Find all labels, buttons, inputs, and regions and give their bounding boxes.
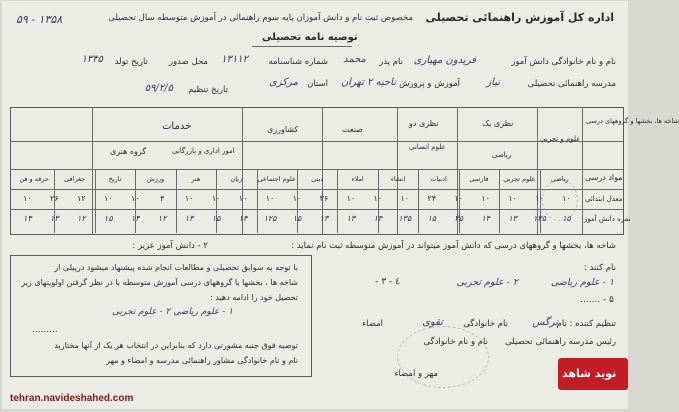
region-label: آموزش و پرورش — [399, 79, 460, 89]
score-cell: ۱۰ — [265, 194, 275, 203]
score-cell: ۱۳۵ — [398, 214, 412, 223]
logo-text: نوید شاهد — [562, 367, 617, 380]
score-cell: ۱۴ — [373, 214, 383, 223]
table-rule — [10, 141, 623, 142]
option-1: ۱ - علوم ریاضی — [550, 277, 614, 288]
subject-cell: املاء — [351, 175, 364, 183]
note-line-3: تحصیل خود را ادامه دهید : — [210, 293, 298, 302]
province-label: استان — [307, 79, 328, 89]
score-cell: ۱۰ — [454, 194, 463, 203]
subject-cell: ورزش — [146, 175, 165, 183]
note-line-5: نام و نام خانوادگی مشاور راهنمائی مدرسه و امضاء و مهر — [106, 356, 298, 365]
advisor-label: تنظیم کننده : نام — [556, 319, 616, 329]
score-cell: ۱۰ — [562, 194, 571, 203]
score-cell: ۱۰ — [292, 194, 302, 203]
question-1: شاخه ها، بخشها و گروههای درسی که دانش آموز میتواند در آموزش متوسطه ثبت نام نماید : — [291, 241, 616, 251]
sign-label: امضاء — [362, 319, 383, 329]
recommended-branches: ۱ - علوم ریاضی ۲ - علوم تجربی — [112, 307, 233, 317]
subgroup-tajrobi: علوم و تجربی — [540, 135, 581, 143]
option-2: ۲ - علوم تجربی — [456, 277, 518, 288]
school-label: مدرسه راهنمائی تحصیلی — [527, 79, 616, 89]
score-cell: ۱۰ — [508, 194, 517, 203]
score-cell: ۱۰ — [130, 194, 140, 203]
subgroup-edari: امور اداری و بازرگانی — [172, 147, 235, 155]
student-name-value: فریدون مهیاری — [413, 55, 476, 66]
principal-label: رئیس مدرسه راهنمائی تحصیلی — [505, 337, 616, 347]
score-cell: ۱۴ — [130, 214, 140, 223]
score-cell: ۱۰ — [346, 194, 356, 203]
group-nazari-2: نظری دو — [409, 119, 439, 128]
province-value: مرکزی — [269, 77, 298, 88]
score-cell: ۱۰ — [535, 194, 544, 203]
score-cell: ۱۴ — [23, 214, 32, 223]
score-cell: ۱۵ — [427, 214, 437, 223]
advisor-family-value: تقوی — [422, 317, 443, 328]
subject-cell: زبان — [230, 175, 243, 183]
birthplace-label: محل صدور — [168, 57, 208, 67]
table-col — [582, 107, 583, 234]
score-cell: ۱۳ — [319, 214, 329, 223]
subject-cell: علوم تجربی — [503, 175, 536, 183]
score-cell: ۴ — [160, 194, 165, 203]
note-line-1: با توجه به سوابق تحصیلی و مطالعات انجام شده پیشنهاد میشود درپیلی از — [54, 263, 298, 272]
official-stamp — [397, 326, 489, 388]
score-cell: ۱۲۵ — [263, 214, 277, 223]
subject-cell: هنر — [191, 175, 201, 183]
student-name-label: نام و نام خانوادگی دانش آموز — [511, 57, 616, 67]
birth-label: تاریخ تولد — [114, 57, 148, 67]
question-2: ۲ - دانش آموز عزیز : — [132, 241, 208, 251]
score-cell: ۱۰ — [400, 194, 410, 203]
subject-cell: دینی — [311, 175, 324, 183]
score-cell: ۱۴ — [238, 214, 248, 223]
region-value: ناحیه ۲ تهران — [340, 77, 396, 88]
subject-cell: فارسی — [469, 175, 489, 183]
school-value: نیاز — [486, 77, 500, 88]
father-label: نام پدر — [379, 57, 403, 67]
score-cell: ۱۵ — [104, 214, 113, 223]
group-sanat: صنعت — [342, 125, 363, 134]
id-value: ۱۳۱۱۲ — [221, 54, 248, 65]
score-cell: ۳۶ — [319, 194, 329, 203]
score-cell: ۱۵ — [211, 214, 221, 223]
row-label-subjects: مواد درسی — [585, 173, 623, 182]
academic-year: ۱۳۵۸ - ۵۹ — [16, 13, 63, 26]
score-cell: ۱۰ — [184, 194, 194, 203]
document-page — [2, 1, 679, 409]
row-label-student: نمره دانش آموز — [584, 215, 631, 223]
stamp-label: مهر و امضاء — [394, 369, 438, 379]
subject-cell: انشاء — [390, 175, 406, 183]
date-value: ۵۹/۲/۵ — [144, 83, 173, 94]
form-subtitle: مخصوص ثبت نام و دانش آموزان پایه سوم راهنمائی در آموزش متوسطه سال تحصیلی — [108, 13, 413, 23]
birth-value: ۱۳۴۵ — [81, 54, 103, 65]
group-khadamat: خدمات — [162, 121, 192, 132]
score-cell: ۱۳ — [346, 214, 356, 223]
table-rule — [10, 169, 623, 170]
group-keshavarzi: کشاورزی — [267, 125, 299, 134]
score-cell: ۱۲ — [77, 214, 86, 223]
subgroup-riazi: ریاضی — [492, 151, 512, 159]
principal-value: نام و نام خانوادگی — [423, 337, 488, 347]
score-cell: ۱۵ — [562, 214, 571, 223]
score-cell: ۲۴ — [427, 194, 437, 203]
score-cell: ۲۵ — [454, 214, 463, 223]
note-line-4: توصیه فوق جنبه مشورتی دارد که بنابراین در انتخاب هر یک از آنها مختارید — [54, 341, 298, 350]
score-cell: ۱۳ — [184, 214, 194, 223]
score-cell: ۱۰ — [238, 194, 248, 203]
score-cell: ۱۳ — [50, 214, 59, 223]
subject-cell: ریاضی — [550, 175, 569, 183]
side-label: شاخه ها، بخشها و گروههای درسی — [586, 117, 679, 125]
title-underline — [252, 46, 352, 47]
score-cell: ۱۰ — [373, 194, 383, 203]
watermark-site: tehran.navideshahed.com — [10, 393, 134, 404]
blank-dots: ......... — [32, 325, 58, 335]
table-rule — [10, 209, 623, 210]
score-cell: ۱۲ — [157, 214, 167, 223]
score-cell: ۱۰ — [23, 194, 32, 203]
subgroup-honari: گروه هنری — [110, 147, 147, 156]
score-cell: ۱۰ — [481, 194, 490, 203]
subgroup-ensani: علوم انسانی — [409, 143, 446, 151]
id-label: شماره شناسنامه — [268, 57, 328, 67]
group-nazari-1: نظری یک — [482, 119, 514, 128]
row-label-primary: معدل ابتدائی — [585, 195, 623, 203]
date-label: تاریخ تنظیم — [188, 85, 228, 95]
subject-cell: ادبیات — [430, 175, 447, 183]
table-rule — [10, 189, 623, 190]
score-cell: ۱۰ — [211, 194, 221, 203]
document-title: توصیه نامه تحصیلی — [262, 32, 358, 43]
subject-cell: تاریخ — [108, 175, 122, 183]
father-value: محمد — [343, 54, 366, 65]
score-cell: ۱۳ — [508, 214, 517, 223]
option-dashes: ٤ - ٣ - — [375, 277, 400, 287]
options-label: نام کنند : — [583, 263, 616, 273]
subject-cell: علوم اجتماعی — [257, 175, 296, 183]
score-cell: ۱۲ — [77, 194, 86, 203]
score-cell: ۱۴ — [481, 214, 490, 223]
subject-cell: جغرافی — [64, 175, 86, 183]
score-cell: ۱۳۵ — [533, 214, 546, 223]
note-line-2: شاخه ها ، بخشها یا گروههای درسی آموزش متوسطه با در نظر گرفتن اولویتهای زیر — [21, 278, 298, 287]
subject-cell: حرفه و فن — [19, 175, 49, 183]
date-line: ۵ - ....... — [580, 295, 614, 305]
score-cell: ۱۵ — [292, 214, 302, 223]
advisor-value: نرگس — [532, 317, 558, 328]
office-title: اداره کل آموزش راهنمائی تحصیلی — [425, 11, 614, 24]
score-cell: ۲۶ — [50, 194, 59, 203]
advisor-family-label: نام خانوادگی — [463, 319, 508, 329]
score-cell: ۱۰ — [104, 194, 113, 203]
